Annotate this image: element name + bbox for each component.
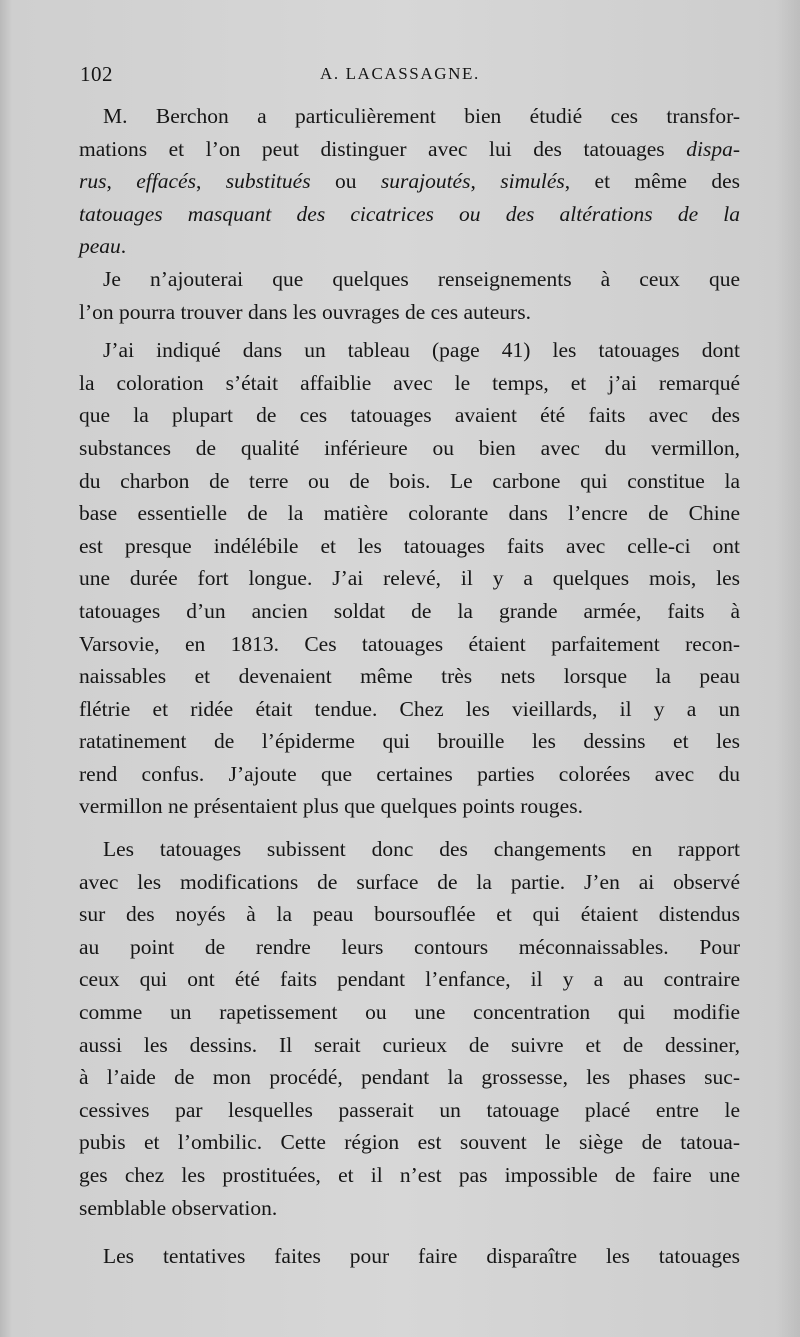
text-line: ges chez les prostituées, et il n’est pas impossible de faire une bbox=[79, 1163, 740, 1187]
text-line: aussi les dessins. Il serait curieux de suivre et de dessiner, bbox=[79, 1032, 740, 1057]
text-line: du charbon de terre ou de bois. Le carbone qui constitue la bbox=[79, 468, 740, 493]
text-line: tatouages d’un ancien soldat de la grande armée, faits à bbox=[79, 598, 740, 623]
running-header bbox=[80, 62, 742, 92]
paragraph-spacing bbox=[79, 1224, 740, 1240]
text-line: rus, effacés, substitués ou surajoutés, simulés, et même des bbox=[79, 169, 741, 194]
text-line: à l’aide de mon procédé, pendant la grossesse, les phases suc- bbox=[79, 1065, 740, 1090]
paragraph-spacing bbox=[79, 823, 740, 833]
text-line: M. Berchon a particulièrement bien étudié ces transfor- bbox=[103, 104, 740, 128]
text-line: base essentielle de la matière colorante dans l’encre de Chine bbox=[79, 501, 740, 526]
text-line: vermillon ne présentaient plus que quelques points rouges. bbox=[79, 794, 583, 819]
text-line: Les tentatives faites pour faire disparaître les tatouages bbox=[103, 1244, 740, 1269]
text-line: substances de qualité inférieure ou bien avec du vermillon, bbox=[79, 435, 740, 460]
text-line: Je n’ajouterai que quelques renseignements à ceux que bbox=[103, 266, 740, 291]
text-line: mations et l’on peut distinguer avec lui des tatouages dispa- bbox=[79, 136, 740, 161]
text-line: la coloration s’était affaiblie avec le temps, et j’ai remarqué bbox=[79, 370, 740, 395]
text-line: tatouages masquant des cicatrices ou des altérations de la bbox=[79, 201, 740, 226]
text-line: l’on pourra trouver dans les ouvrages de ces auteurs. bbox=[79, 299, 531, 324]
text-line: Les tatouages subissent donc des changements en rapport bbox=[103, 837, 740, 862]
text-line: peau. bbox=[79, 234, 127, 259]
paragraph bbox=[79, 100, 740, 263]
text-line: comme un rapetissement ou une concentration qui modifie bbox=[79, 1000, 740, 1025]
body-text bbox=[79, 100, 740, 1273]
paragraph bbox=[79, 833, 740, 1224]
text-line: flétrie et ridée était tendue. Chez les vieillards, il y a un bbox=[79, 696, 740, 721]
text-line: pubis et l’ombilic. Cette région est souvent le siège de tatoua- bbox=[79, 1130, 740, 1155]
text-line: que la plupart de ces tatouages avaient été faits avec des bbox=[79, 403, 740, 428]
text-line: avec les modifications de surface de la partie. J’en ai observé bbox=[79, 869, 740, 894]
running-title: A. LACASSAGNE. bbox=[320, 64, 480, 83]
page-number: 102 bbox=[80, 62, 113, 86]
text-line: ratatinement de l’épiderme qui brouille les dessins et les bbox=[79, 729, 740, 754]
text-line: rend confus. J’ajoute que certaines parties colorées avec du bbox=[79, 761, 740, 786]
text-line: une durée fort longue. J’ai relevé, il y a quelques mois, les bbox=[79, 566, 740, 591]
text-line: cessives par lesquelles passerait un tatouage placé entre le bbox=[79, 1097, 740, 1122]
paragraph bbox=[79, 1240, 740, 1273]
text-line: au point de rendre leurs contours méconnaissables. Pour bbox=[79, 934, 740, 959]
paragraph bbox=[79, 334, 740, 823]
text-line: J’ai indiqué dans un tableau (page 41) les tatouages dont bbox=[103, 338, 740, 363]
text-line: semblable observation. bbox=[79, 1195, 278, 1220]
text-line: ceux qui ont été faits pendant l’enfance, il y a au contraire bbox=[79, 967, 740, 992]
text-line: naissables et devenaient même très nets lorsque la peau bbox=[79, 664, 740, 689]
text-line: sur des noyés à la peau boursouflée et qui étaient distendus bbox=[79, 902, 740, 927]
text-line: est presque indélébile et les tatouages faits avec celle-ci ont bbox=[79, 533, 740, 558]
paragraph bbox=[79, 263, 740, 328]
text-line: Varsovie, en 1813. Ces tatouages étaient parfaitement recon- bbox=[79, 631, 740, 656]
